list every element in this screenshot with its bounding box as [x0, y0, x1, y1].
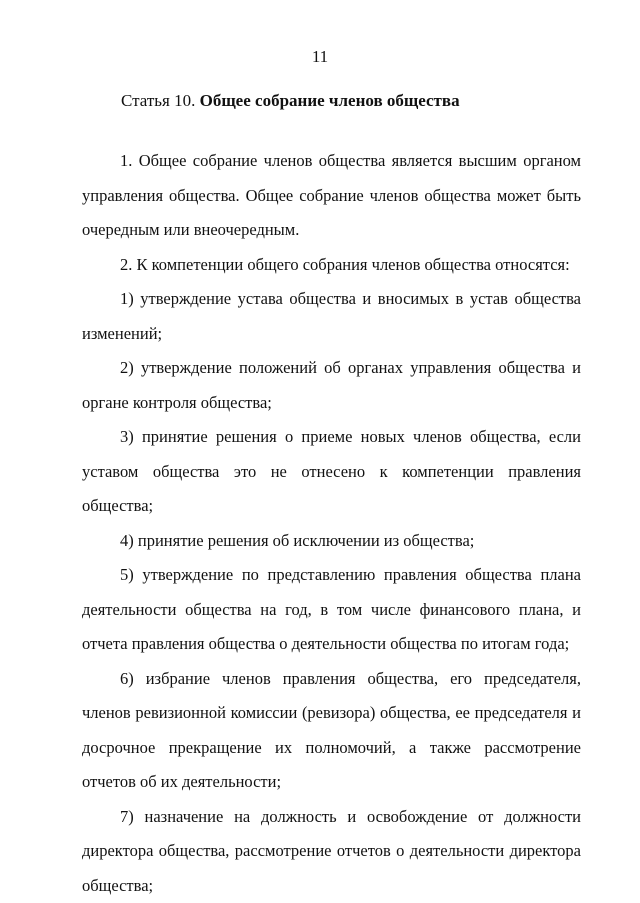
list-item-6: 6) избрание членов правления общества, его председателя, членов ревизионной комиссии (ревизора) общества, ее председателя и досрочное прекращение их полномочий, а также рассмотрение отчетов об их деятельности; — [82, 662, 581, 800]
article-title: Общее собрание членов общества — [200, 91, 460, 110]
article-heading — [121, 91, 460, 111]
paragraph-2: 2. К компетенции общего собрания членов общества относятся: — [82, 248, 581, 283]
list-item-5: 5) утверждение по представлению правления общества плана деятельности общества на год, в том числе финансового плана, и отчета правления общества о деятельности общества по итогам года; — [82, 558, 581, 662]
list-item-2: 2) утверждение положений об органах управления общества и органе контроля общества; — [82, 351, 581, 420]
list-item-7: 7) назначение на должность и освобождение от должности директора общества, рассмотрение отчетов о деятельности директора общества; — [82, 800, 581, 903]
list-item-1: 1) утверждение устава общества и вносимых в устав общества изменений; — [82, 282, 581, 351]
page-number: 11 — [0, 47, 640, 67]
paragraph-1: 1. Общее собрание членов общества является высшим органом управления общества. Общее собрание членов общества может быть очередным или внеочередным. — [82, 144, 581, 248]
article-prefix: Статья 10. — [121, 91, 195, 110]
article-body — [82, 144, 581, 903]
list-item-4: 4) принятие решения об исключении из общества; — [82, 524, 581, 559]
list-item-3: 3) принятие решения о приеме новых членов общества, если уставом общества это не отнесено к компетенции правления общества; — [82, 420, 581, 524]
